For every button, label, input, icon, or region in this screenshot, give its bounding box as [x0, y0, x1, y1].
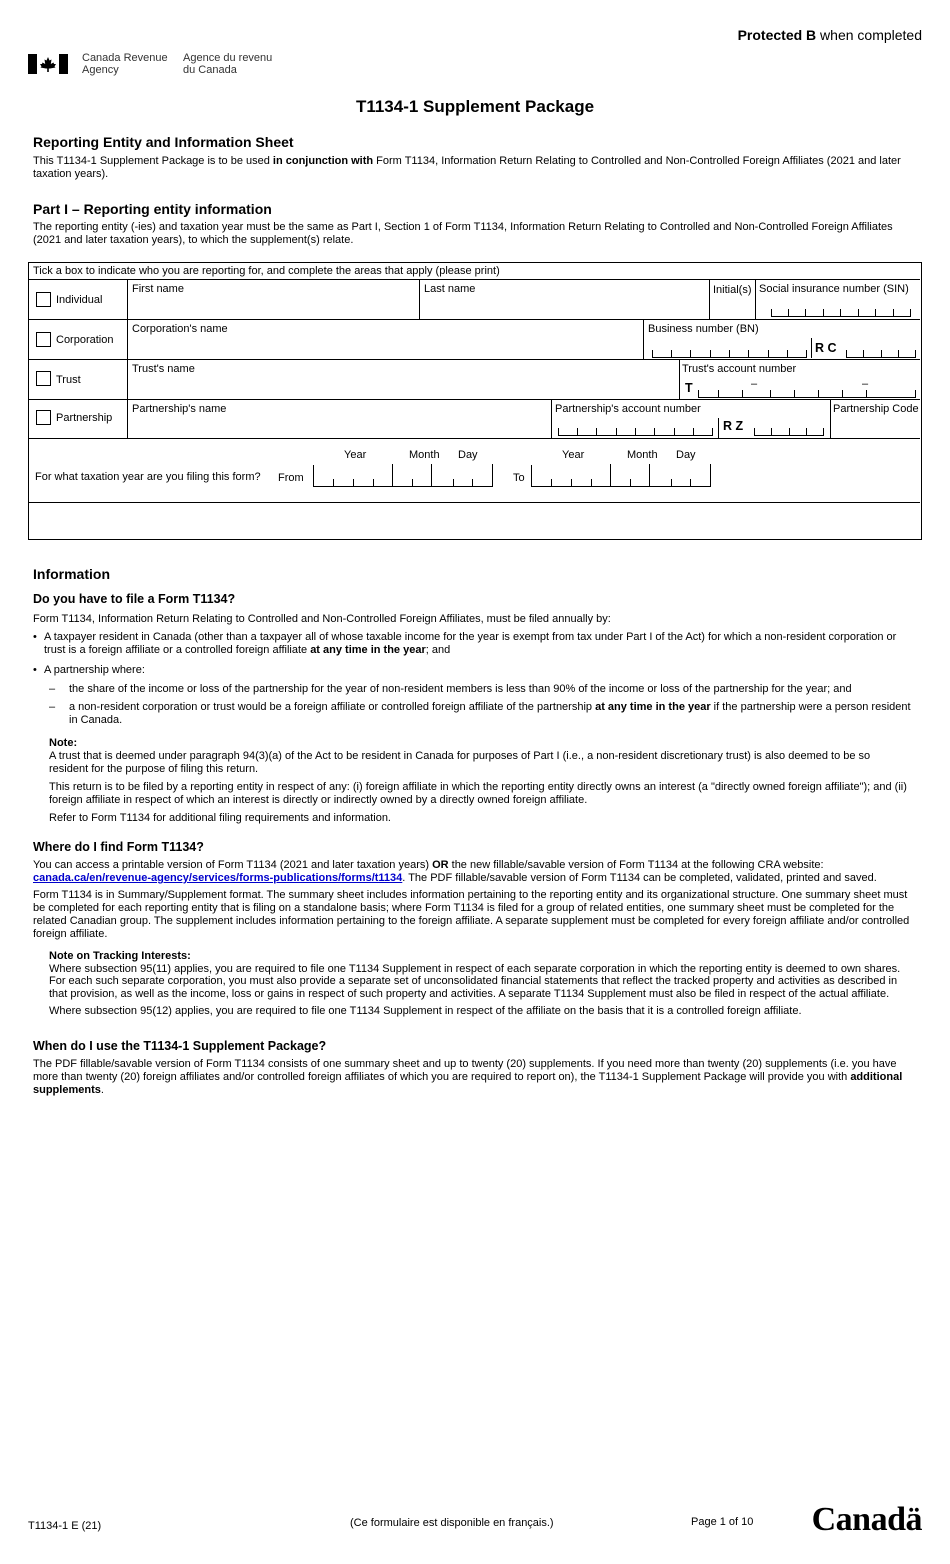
part1-text: The reporting entity (-ies) and taxation year must be the same as Part I, Section 1 of Form T1134, Information Return Relating to Controlled and Non-Controlled Foreign Affiliates (2021 and later taxation years), to which the supplement(s) relate. [33, 221, 893, 246]
trust-name-label: Trust's name [132, 363, 195, 375]
trust-account-field[interactable] [698, 388, 916, 398]
to-month-label: Month [627, 449, 658, 461]
from-month-label: Month [409, 449, 440, 461]
t1134-link[interactable]: canada.ca/en/revenue-agency/services/forms-publications/forms/t1134 [33, 872, 403, 884]
to-day-label: Day [676, 449, 696, 461]
taxyear-question: For what taxation year are you filing this form? [35, 471, 261, 483]
first-name-label: First name [132, 283, 184, 295]
partnership-checkbox[interactable] [36, 410, 51, 425]
row-taxation-year [29, 439, 920, 503]
from-day-label: Day [458, 449, 478, 461]
department-name-en: Canada Revenue Agency [82, 52, 168, 76]
department-name-fr: Agence du revenu du Canada [183, 52, 273, 76]
trust-dash-1: – [751, 378, 758, 390]
from-year-label: Year [344, 449, 367, 461]
trust-dash-2: – [862, 378, 869, 390]
q3-heading: When do I use the T1134-1 Supplement Package? [33, 1039, 327, 1053]
last-name-field[interactable] [423, 294, 707, 318]
partnership-rz-letters: R Z [723, 419, 744, 433]
to-year-label: Year [562, 449, 585, 461]
bn-field[interactable] [652, 348, 807, 358]
tracking-note: Note on Tracking Interests: Where subsection 95(11) applies, you are required to file one T1134 Supplement in respect of each separate corporation in which the reporting entity is deemed to own shares. For each such separate corporation, you must also provide a separate set of unconsolidated financial statements that reflect the tracked property and activities as described in that provision, as well as the income, loss or gains in respect of such property and activities. A separate T1134 Supplement must also be filed in respect of the actual affiliate. Where subsection 95(12) applies, you are required to file one T1134 Supplement in respect of the affiliate on the basis that it is a controlled foreign affiliate. [49, 950, 901, 1017]
bn-program-field[interactable] [846, 348, 916, 358]
canada-wordmark: Canadä [811, 1501, 922, 1538]
reporting-entity-form [28, 262, 922, 540]
q2-paragraph-2: Form T1134 is in Summary/Supplement format. The summary sheet includes information pertaining to the reporting entity and its organizational structure. One summary sheet must be completed for each reporting entity that is filing on a standalone basis; where Form T1134 is filed for a group of related entities, one summary sheet must be completed for the related Canadian group. The supplement includes information pertaining to the foreign affiliate. A separate supplement must be completed for every foreign affiliate and/or controlled foreign affiliate. [33, 889, 910, 940]
individual-checkbox[interactable] [36, 292, 51, 307]
intro-text: This T1134-1 Supplement Package is to be used in conjunction with Form T1134, Information Return Relating to Controlled and Non-Controlled Foreign Affiliates (2021 and later taxation years). [33, 155, 901, 180]
bn-label: Business number (BN) [648, 323, 759, 335]
from-label: From [278, 472, 304, 484]
corporation-name-label: Corporation's name [132, 323, 228, 335]
row-partnership [29, 400, 920, 439]
q1-heading: Do you have to file a Form T1134? [33, 592, 236, 606]
q2-text: You can access a printable version of Form T1134 (2021 and later taxation years) OR the new fillable/savable version of Form T1134 at the following CRA website: canada.ca/en/revenue-agency/services/forms-publications/forms/t1134. The PDF fillable/savable version of Form T1134 can be completed, validated, printed and saved. [33, 859, 877, 884]
partnership-name-field[interactable] [131, 414, 549, 437]
page-title: T1134-1 Supplement Package [355, 97, 595, 116]
trust-label: Trust [56, 374, 81, 386]
to-label: To [513, 472, 525, 484]
form-identifier: T1134-1 E (21) [28, 1520, 102, 1532]
information-heading: Information [33, 566, 110, 582]
first-name-field[interactable] [131, 294, 417, 318]
corporation-name-field[interactable] [131, 334, 641, 358]
note-block: Note: A trust that is deemed under paragraph 94(3)(a) of the Act to be resident in Canada for purposes of Part I (i.e., a non-resident discretionary trust) is also deemed to be so resident for the purpose of filing this return. This return is to be filed by a reporting entity in respect of any: (i) foreign affiliate in which the reporting entity directly owns an interest (a "directly owned foreign affiliate"); and (ii) foreign affiliate in respect of which an interest is directly or indirectly owned by a directly owned foreign affiliate. Refer to Form T1134 for additional filing requirements and information. [49, 737, 907, 824]
partnership-program-field[interactable] [754, 426, 824, 436]
partnership-label: Partnership [56, 412, 113, 424]
form-instruction: Tick a box to indicate who you are reporting for, and complete the areas that apply (please print) [33, 265, 500, 277]
trust-name-field[interactable] [131, 374, 677, 398]
row-individual [29, 280, 920, 320]
cra-signature [28, 52, 288, 78]
trust-account-label: Trust's account number [682, 363, 797, 375]
partnership-account-label: Partnership's account number [555, 403, 701, 415]
trust-t-letter: T [685, 381, 693, 395]
dash-item-2: – a non-resident corporation or trust would be a foreign affiliate or controlled foreign affiliate of the partnership at any time in the year if the partnership were a person resident in Canada. [49, 701, 911, 726]
french-availability: (Ce formulaire est disponible en français.) [350, 1517, 554, 1529]
sin-label: Social insurance number (SIN) [759, 283, 909, 295]
partnership-account-field[interactable] [558, 426, 713, 436]
dash-item-1: – the share of the income or loss of the partnership for the year of non-resident members is less than 90% of the income or loss of the partnership for the year; and [49, 683, 852, 695]
q1-intro: Form T1134, Information Return Relating to Controlled and Non-Controlled Foreign Affiliates, must be filed annually by: [33, 613, 611, 625]
partnership-name-label: Partnership's name [132, 403, 227, 415]
from-date-field[interactable] [313, 477, 493, 487]
row-trust [29, 360, 920, 400]
initials-field[interactable] [710, 298, 754, 318]
row-corporation [29, 320, 920, 360]
sin-field[interactable] [771, 307, 911, 317]
corporation-checkbox[interactable] [36, 332, 51, 347]
bullet-taxpayer: • A taxpayer resident in Canada (other than a taxpayer all of whose taxable income for the year is exempt from tax under Part I of the Act) for which a non-resident corporation or trust is a foreign affiliate or a controlled foreign affiliate at any time in the year; and [33, 631, 897, 656]
canada-flag-icon [28, 54, 68, 74]
page-number: Page 1 of 10 [691, 1516, 754, 1528]
last-name-label: Last name [424, 283, 476, 295]
corporation-label: Corporation [56, 334, 114, 346]
q2-heading: Where do I find Form T1134? [33, 840, 204, 854]
partnership-code-label: Partnership Code [833, 403, 919, 415]
initials-label: Initial(s) [713, 284, 752, 296]
part1-heading: Part I – Reporting entity information [33, 201, 272, 217]
protected-b-notice: Protected B when completed [737, 27, 922, 43]
trust-checkbox[interactable] [36, 371, 51, 386]
bn-rc-letters: R C [815, 341, 837, 355]
bullet-partnership: • A partnership where: [33, 664, 145, 676]
to-date-field[interactable] [531, 477, 711, 487]
partnership-code-field[interactable] [832, 416, 918, 437]
q3-text: The PDF fillable/savable version of Form T1134 consists of one summary sheet and up to twenty (20) supplements. If you need more than twenty (20) supplements (i.e. you have more than twenty (20) foreign affiliates and/or controlled foreign affiliates of which you are required to report on), the T1134-1 Supplement Package will provide you with additional supplements. [33, 1058, 903, 1096]
individual-label: Individual [56, 294, 103, 306]
intro-heading: Reporting Entity and Information Sheet [33, 134, 294, 150]
